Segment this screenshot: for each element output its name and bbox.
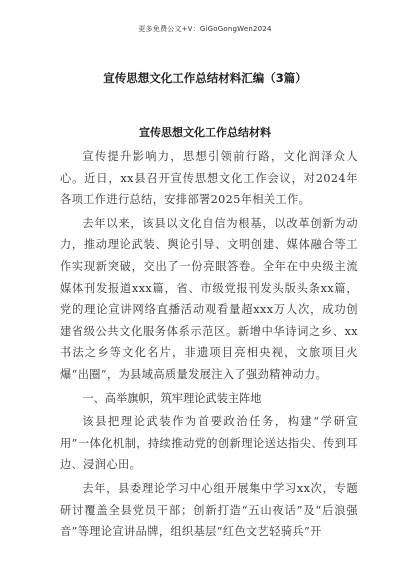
paragraph-intro: 宣传提升影响力，思想引领前行路，文化润泽众人心。近日，xx县召开宣传思想文化工作会议，对2024年各项工作进行总结，安排部署2025年相关工作。 bbox=[60, 150, 358, 207]
section-heading: 一、高举旗帜，筑牢理论武装主阵地 bbox=[82, 391, 262, 405]
paragraph-theory: 该县把理论武装作为首要政治任务，构建“学研宣用”一体化机制，持续推动党的创新理论送达指尖、传到耳边、浸润心田。 bbox=[60, 415, 358, 472]
section-title: 宣传思想文化工作总结材料 bbox=[139, 126, 271, 139]
document-body bbox=[60, 146, 358, 545]
header-note: 更多免费公文+V：GiGoGongWen2024 bbox=[138, 25, 272, 33]
document-title: 宣传思想文化工作总结材料汇编（3篇） bbox=[103, 71, 307, 85]
paragraph-study: 去年，县委理论学习中心组开展集中学习xx次，专题研讨覆盖全县党员干部；创新打造“五山夜话”及“后浪强音”等理论宣讲品牌，组织基层“红色文艺轻骑兵”开 bbox=[60, 481, 358, 539]
paragraph-summary: 去年以来，该县以文化自信为根基，以改革创新为动力，推动理论武装、舆论引导、文明创建、媒体融合等工作实现新突破，交出了一份亮眼答卷。全年在中央级主流媒体刊发报道xxx篇，省、市级党报刊发头版头条xx篇，党的理论宣讲网络直播活动观看量超xxx万人次，成功创建省级公共文化服务体系示范区。新增中华诗词之乡、xx书法之乡等文化名片，非遗项目亮相央视，文旅项目火爆“出圈”，为县域高质量发展注入了强劲精神动力。 bbox=[60, 216, 358, 381]
